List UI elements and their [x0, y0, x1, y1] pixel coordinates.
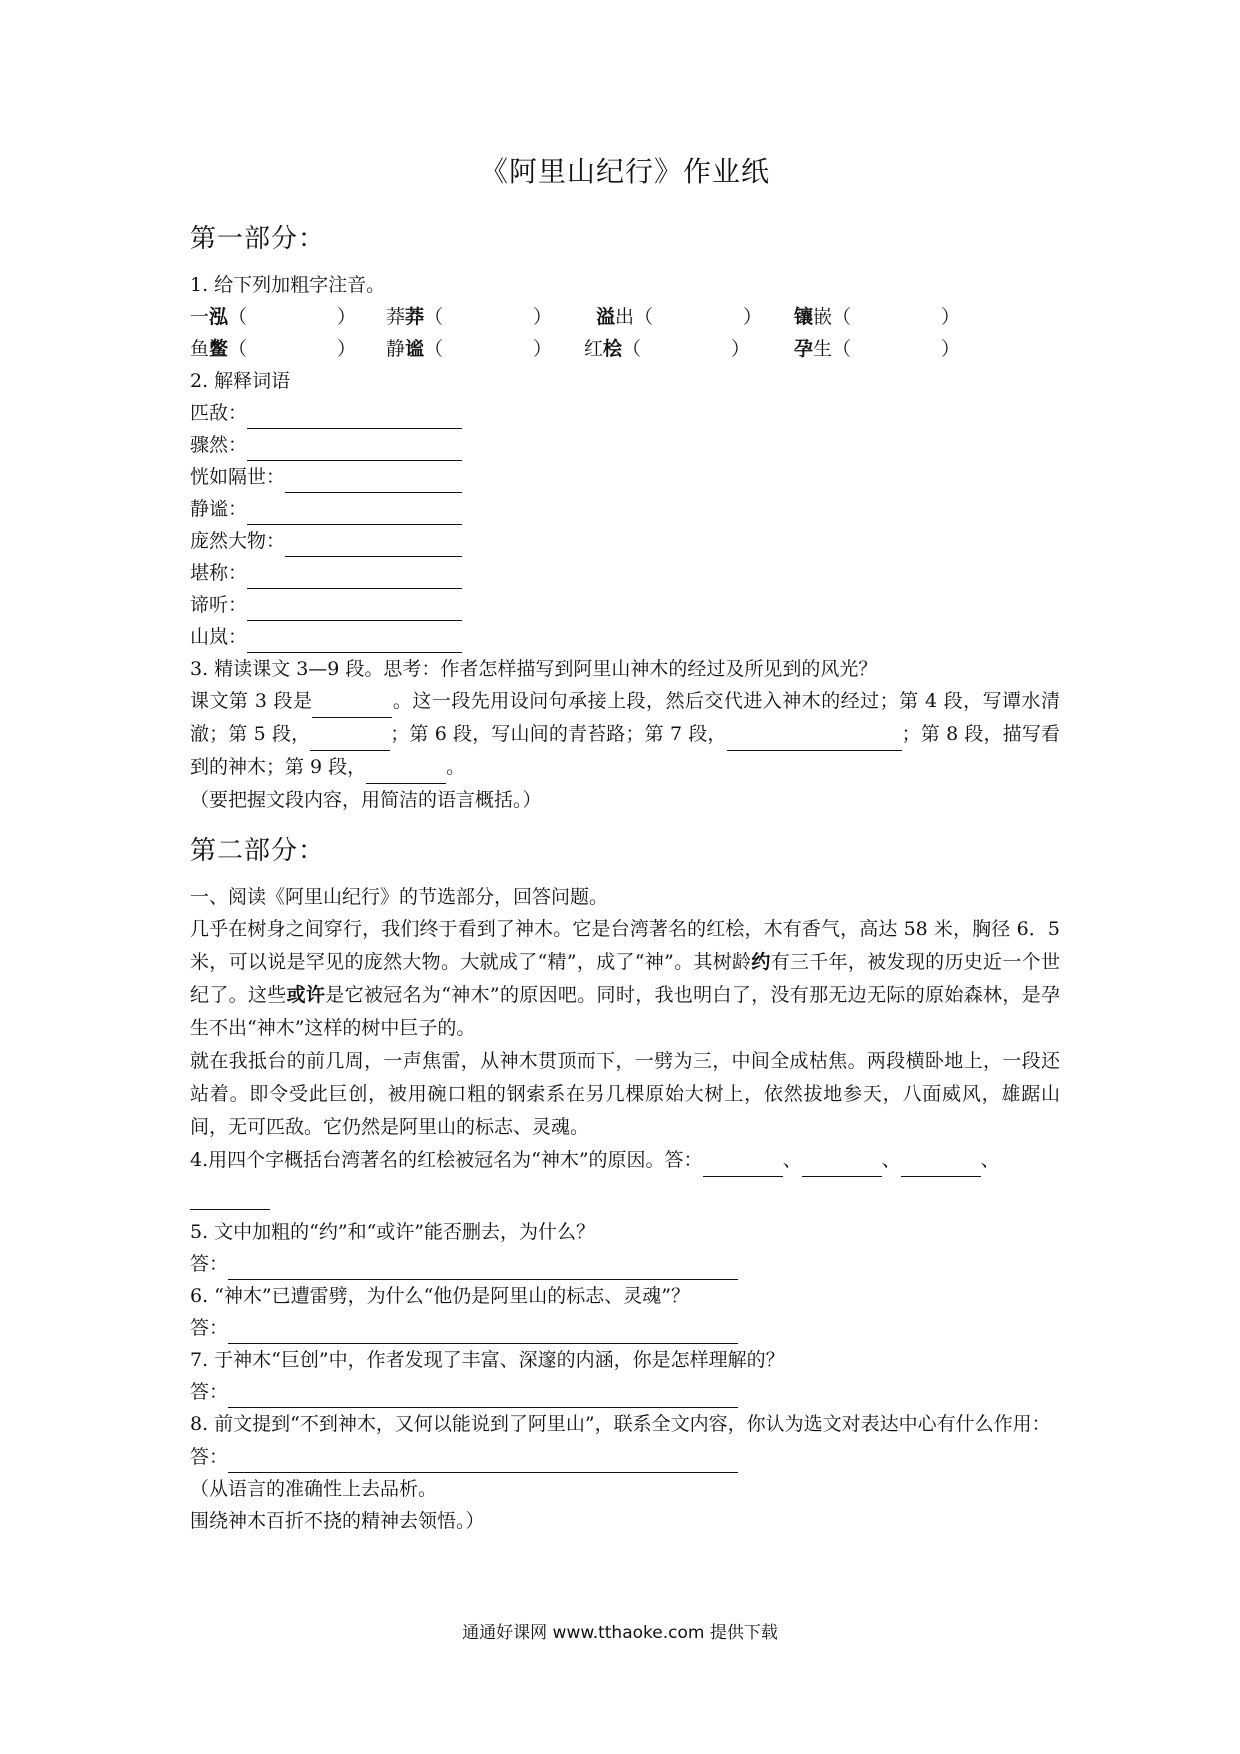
q5-answer: 答：: [190, 1248, 1060, 1280]
pinyin-item: 一泓（ ）: [190, 306, 357, 328]
term-row: 静谧：: [190, 493, 1060, 525]
q6-text: 6. “神木”已遭雷劈，为什么“他仍是阿里山的标志、灵魂”？: [190, 1285, 691, 1307]
answer-line[interactable]: [247, 598, 462, 621]
q7-answer: 答：: [190, 1376, 1060, 1408]
part1-heading: 第一部分：: [190, 224, 326, 254]
part2-heading: 第二部分：: [190, 836, 326, 866]
answer-line[interactable]: [228, 1450, 738, 1473]
term-row: 恍如隔世：: [190, 461, 1060, 493]
term-row: 堪称：: [190, 557, 1060, 589]
page-title: 《阿里山纪行》作业纸: [479, 155, 770, 188]
reading-paragraph-1: 几乎在树身之间穿行，我们终于看到了神木。它是台湾著名的红桧，木有香气，高达 58 米，胸径 6．5 米，可以说是罕见的庞然大物。大就成了“精”，成了“神”。其树龄约有三千年，被发现的历史近一个世纪了。这些或许是它被冠名为“神木”的原因吧。同时，我也明白了，没有那无边无际的原始森林，是孕生不出“神木”这样的树中巨子的。: [190, 918, 1060, 1039]
q1-text: 1. 给下列加粗字注音。: [190, 274, 386, 296]
q8-text: 8. 前文提到“不到神木，又何以能说到了阿里山”，联系全文内容，你认为选文对表达中心有什么作用：: [190, 1413, 1051, 1435]
fill-blank[interactable]: [366, 761, 446, 784]
term-row: 庞然大物：: [190, 525, 1060, 557]
q5-text: 5. 文中加粗的“约”和“或许”能否删去，为什么？: [190, 1221, 596, 1243]
q2-text: 2. 解释词语: [190, 370, 291, 392]
fill-blank[interactable]: [190, 1187, 270, 1210]
term-row: 骤然：: [190, 429, 1060, 461]
pinyin-item: 静谧（ ）: [386, 338, 553, 360]
answer-line[interactable]: [228, 1257, 738, 1280]
hint-1: （从语言的准确性上去品析。: [190, 1478, 438, 1500]
pinyin-row-2: [190, 333, 1060, 365]
answer-line[interactable]: [247, 566, 462, 589]
answer-line[interactable]: [285, 534, 462, 557]
pinyin-item: 孕生（ ）: [794, 338, 961, 360]
fill-blank[interactable]: [802, 1154, 882, 1177]
answer-line[interactable]: [228, 1321, 738, 1344]
term-row: 匹敌：: [190, 397, 1060, 429]
fill-blank[interactable]: [727, 728, 902, 751]
q6-answer: 答：: [190, 1312, 1060, 1344]
answer-line[interactable]: [247, 406, 462, 429]
answer-line[interactable]: [228, 1385, 738, 1408]
q8-answer: 答：: [190, 1441, 1060, 1473]
fill-blank[interactable]: [310, 728, 390, 751]
answer-line[interactable]: [247, 630, 462, 653]
q3-note: （要把握文段内容，用简洁的语言概括。）: [190, 789, 542, 811]
q4-text: 4.用四个字概括台湾著名的红桧被冠名为“神木”的原因。答： 、 、 、: [190, 1144, 1060, 1210]
q7-text: 7. 于神木“巨创”中，作者发现了丰富、深邃的内涵，你是怎样理解的？: [190, 1349, 785, 1371]
hint-2: 围绕神木百折不挠的精神去领悟。）: [190, 1510, 485, 1532]
q3-fill-paragraph: 课文第 3 段是 。这一段先用设问句承接上段，然后交代进入神木的经过；第 4 段，写谭水清澈；第 5 段， ；第 6 段，写山间的青苔路；第 7 段， ；第 8 段，描写看到的神木；第 9 段， 。: [190, 685, 1060, 784]
pinyin-item: 镶嵌（ ）: [794, 306, 961, 328]
pinyin-row-1: [190, 301, 1060, 333]
footer-credit: 通通好课网 www.tthaoke.com 提供下载: [462, 1623, 778, 1643]
term-row: 谛听：: [190, 589, 1060, 621]
fill-blank[interactable]: [901, 1154, 981, 1177]
pinyin-item: 溢出（ ）: [596, 306, 763, 328]
bold-word-yue: 约: [751, 951, 771, 973]
answer-line[interactable]: [247, 502, 462, 525]
term-row: 山岚：: [190, 621, 1060, 653]
fill-blank[interactable]: [703, 1154, 783, 1177]
reading-intro: 一、阅读《阿里山纪行》的节选部分，回答问题。: [190, 886, 609, 908]
pinyin-item: 鱼鳖（ ）: [190, 338, 357, 360]
answer-line[interactable]: [285, 470, 462, 493]
worksheet: [190, 150, 1060, 1537]
fill-blank[interactable]: [312, 695, 392, 718]
q3-text: 3. 精读课文 3—9 段。思考：作者怎样描写到阿里山神木的经过及所见到的风光？: [190, 658, 878, 680]
pinyin-item: 红桧（ ）: [584, 338, 751, 360]
bold-word-huoxu: 或许: [286, 984, 326, 1006]
reading-paragraph-2: 就在我抵台的前几周，一声焦雷，从神木贯顶而下，一劈为三，中间全成枯焦。两段横卧地上，一段还站着。即令受此巨创，被用碗口粗的钢索系在另几棵原始大树上，依然拔地参天，八面威风，雄踞山间，无可匹敌。它仍然是阿里山的标志、灵魂。: [190, 1050, 1060, 1138]
answer-line[interactable]: [247, 438, 462, 461]
pinyin-item: 莽莽（ ）: [386, 306, 553, 328]
